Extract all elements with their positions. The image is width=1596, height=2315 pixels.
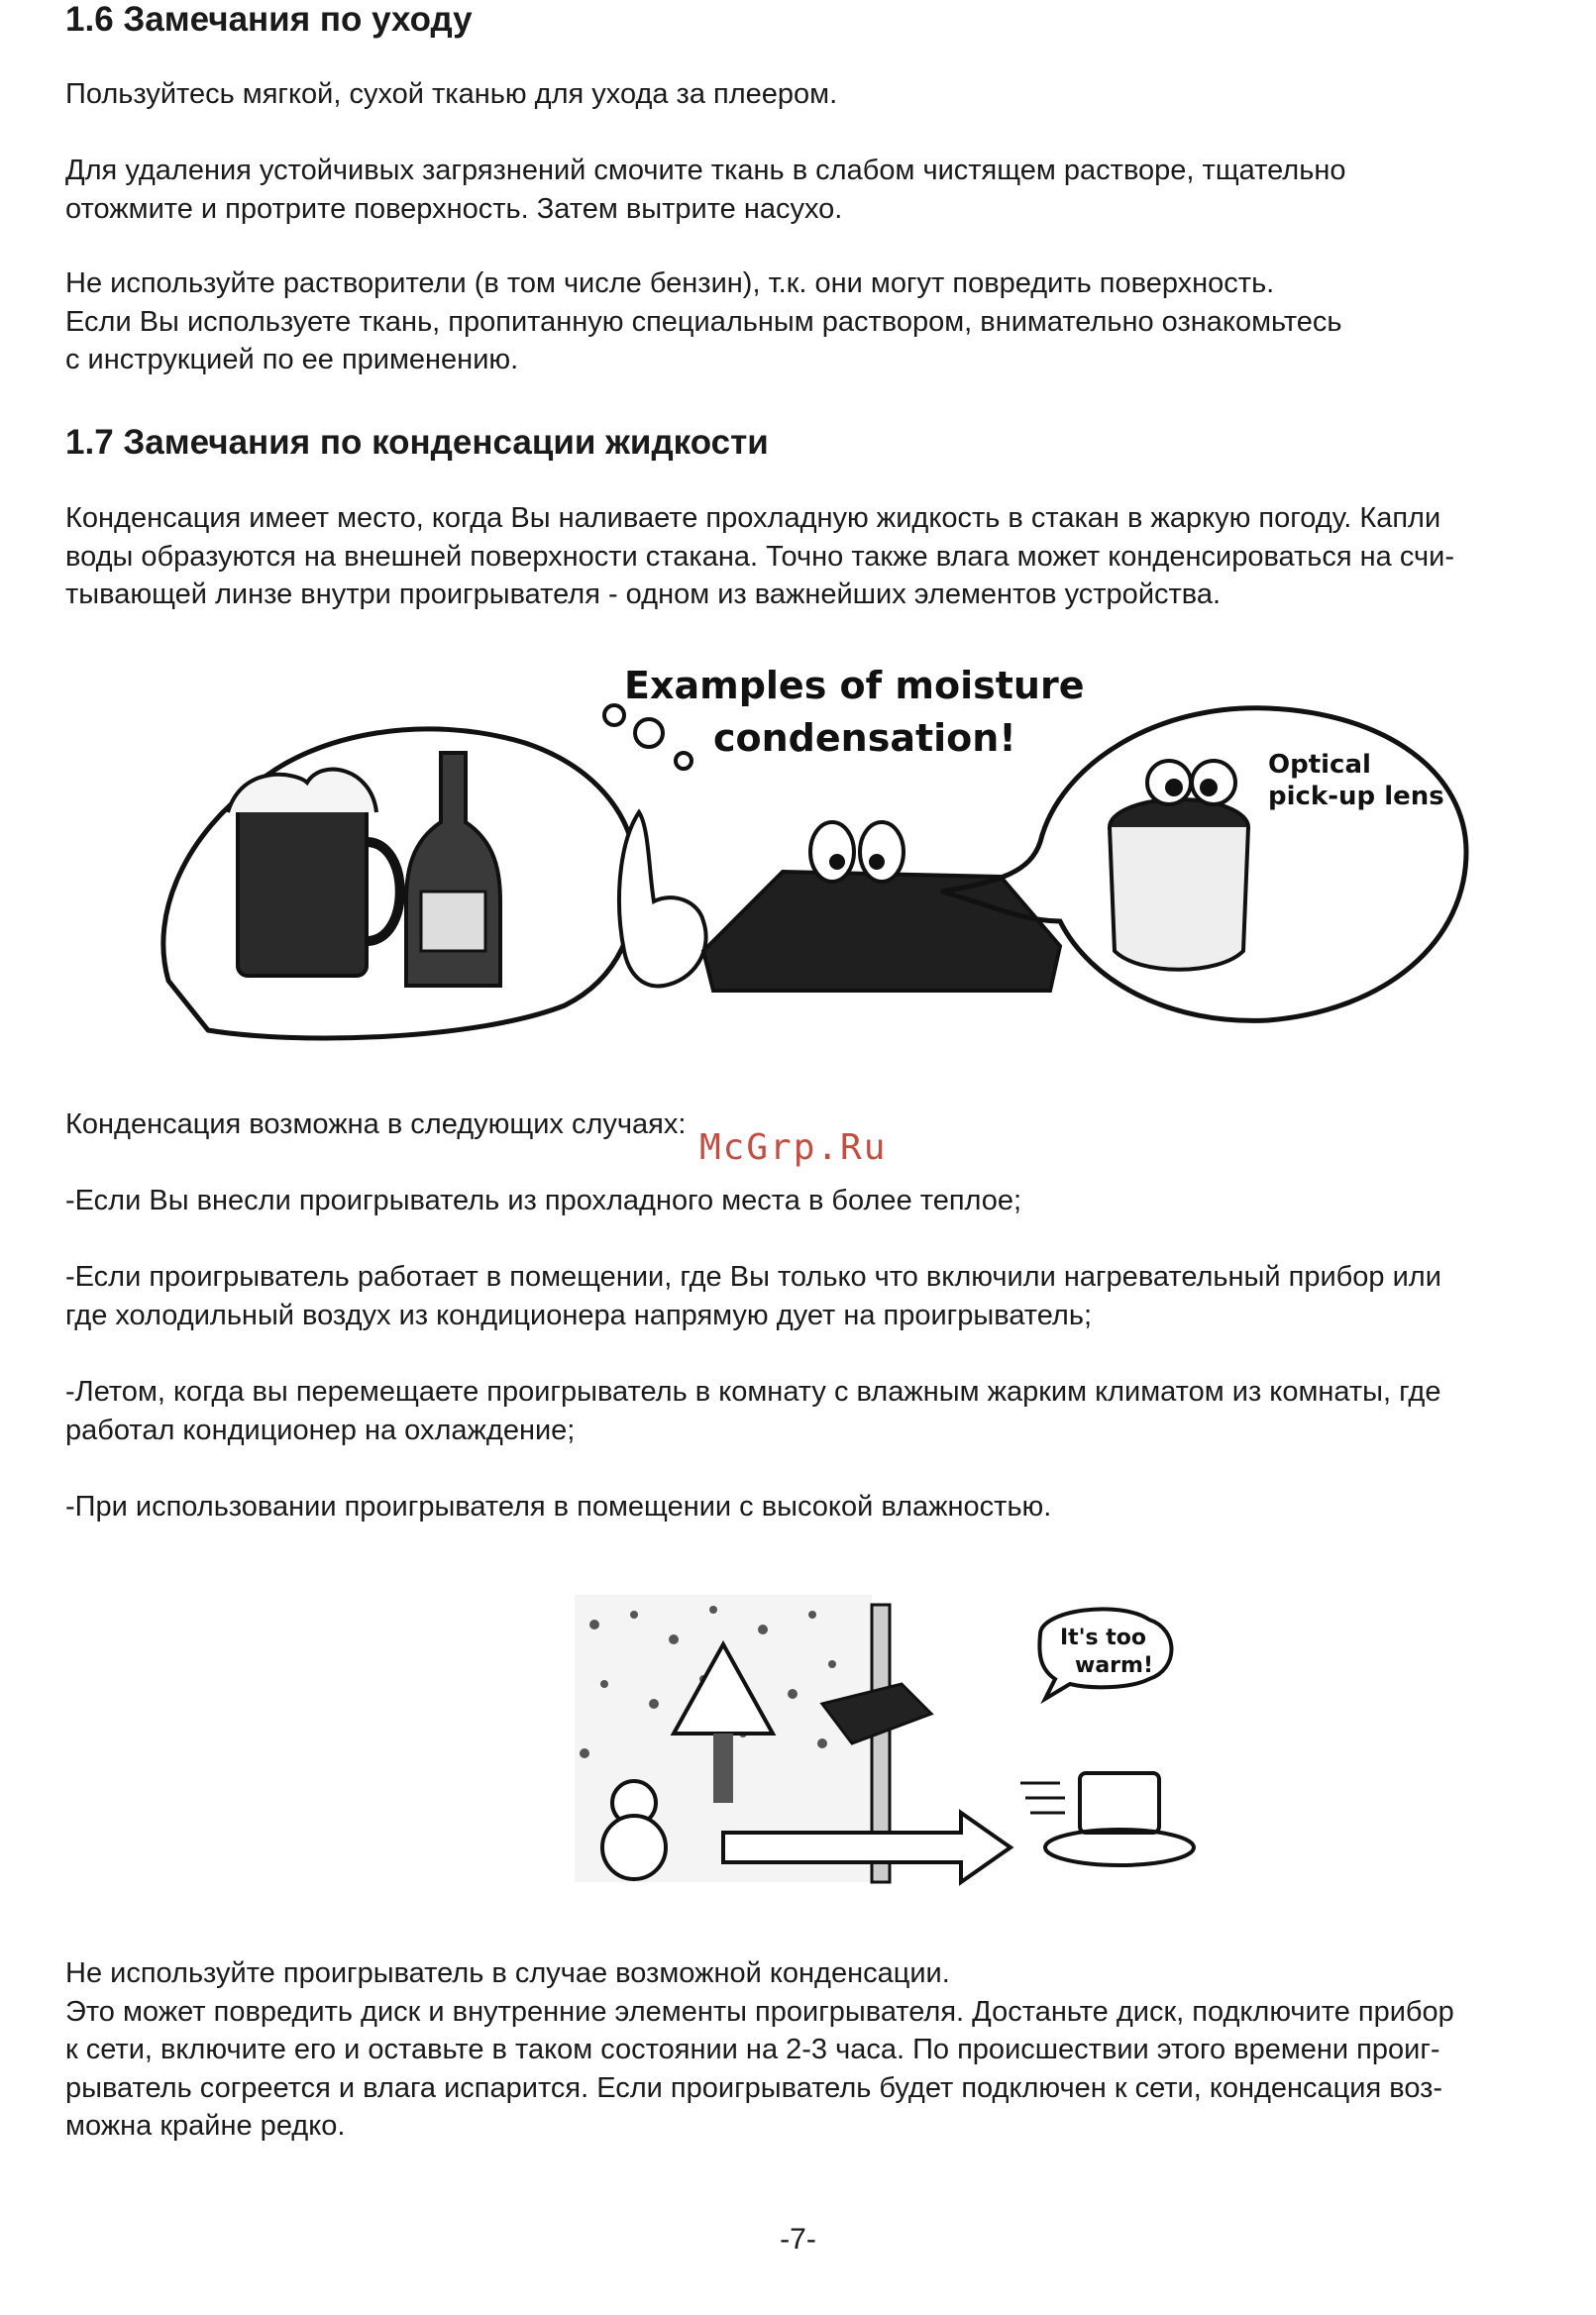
text-line: -Летом, когда вы перемещаете проигрыватель в комнату с влажным жарким климатом из комнаты, где: [65, 1376, 1441, 1408]
text-line: рыватель согреется и влага испарится. Если проигрыватель будет подключен к сети, конденсация воз-: [65, 2071, 1443, 2104]
condensation-paragraph: [65, 499, 1591, 614]
section-title-care: 1.6 Замечания по уходу: [65, 0, 473, 39]
text-line: можна крайне редко.: [65, 2110, 346, 2142]
text-line: Не используйте растворители (в том числе бензин), т.к. они могут повредить поверхность.: [65, 267, 1275, 299]
text-line: Пользуйтесь мягкой, сухой тканью для ухода за плеером.: [65, 78, 838, 110]
case-item-3: [65, 1373, 1591, 1449]
lens-label-line-1: Optical: [1268, 750, 1371, 780]
case-item-1: [65, 1182, 1591, 1220]
text-line: Это может повредить диск и внутренние элементы проигрывателя. Достаньте диск, подключите прибор: [65, 1995, 1454, 2028]
text-line: где холодильный воздух из кондиционера напрямую дует на проигрыватель;: [65, 1299, 1093, 1331]
case-item-4: [65, 1488, 1591, 1526]
case-item-2: [65, 1258, 1591, 1334]
text-line: Конденсация имеет место, когда Вы наливаете прохладную жидкость в стакан в жаркую погоду. Капли: [65, 502, 1441, 534]
page-number: -7-: [780, 2223, 816, 2256]
warm-room-illustration: [565, 1585, 1228, 1892]
text-line: -Если проигрыватель работает в помещении, где Вы только что включили нагревательный прибор или: [65, 1261, 1441, 1293]
text-line: с инструкцией по ее применению.: [65, 344, 519, 375]
text-line: воды образуются на внешней поверхности стакана. Точно также влага может конденсироваться на счи-: [65, 540, 1455, 573]
text-line: -Если Вы внесли проигрыватель из прохладного места в более теплое;: [65, 1185, 1022, 1216]
care-paragraph-2: [65, 152, 1591, 228]
text-line: Конденсация возможна в следующих случаях:: [65, 1108, 687, 1140]
text-line: Для удаления устойчивых загрязнений смочите ткань в слабом чистящем растворе, тщательно: [65, 155, 1346, 186]
text-line: отожмите и протрите поверхность. Затем вытрите насухо.: [65, 192, 843, 225]
text-line: работал кондиционер на охлаждение;: [65, 1414, 576, 1446]
watermark: McGrp.Ru: [699, 1127, 888, 1168]
caption-line-2: condensation!: [713, 716, 1016, 760]
bubble-line-1: It's too: [1060, 1626, 1146, 1650]
section-title-condensation: 1.7 Замечания по конденсации жидкости: [65, 423, 769, 462]
care-paragraph-1: [65, 75, 1591, 114]
condensation-examples-illustration: [149, 654, 1486, 1045]
text-line: к сети, включите его и оставьте в таком состоянии на 2-3 часа. По происшествии этого времени проиг-: [65, 2034, 1440, 2065]
text-line: Не используйте проигрыватель в случае возможной конденсации.: [65, 1957, 950, 1989]
lens-label-line-2: pick-up lens: [1268, 782, 1444, 811]
text-line: Если Вы используете ткань, пропитанную специальным раствором, внимательно ознакомьтесь: [65, 305, 1342, 338]
text-line: тывающей линзе внутри проигрывателя - одном из важнейших элементов устройства.: [65, 579, 1222, 610]
care-paragraph-3: [65, 264, 1591, 379]
closing-paragraph: [65, 1954, 1591, 2146]
text-line: -При использовании проигрывателя в помещении с высокой влажностью.: [65, 1491, 1052, 1523]
bubble-line-2: warm!: [1075, 1653, 1153, 1678]
caption-line-1: Examples of moisture: [624, 664, 1085, 707]
